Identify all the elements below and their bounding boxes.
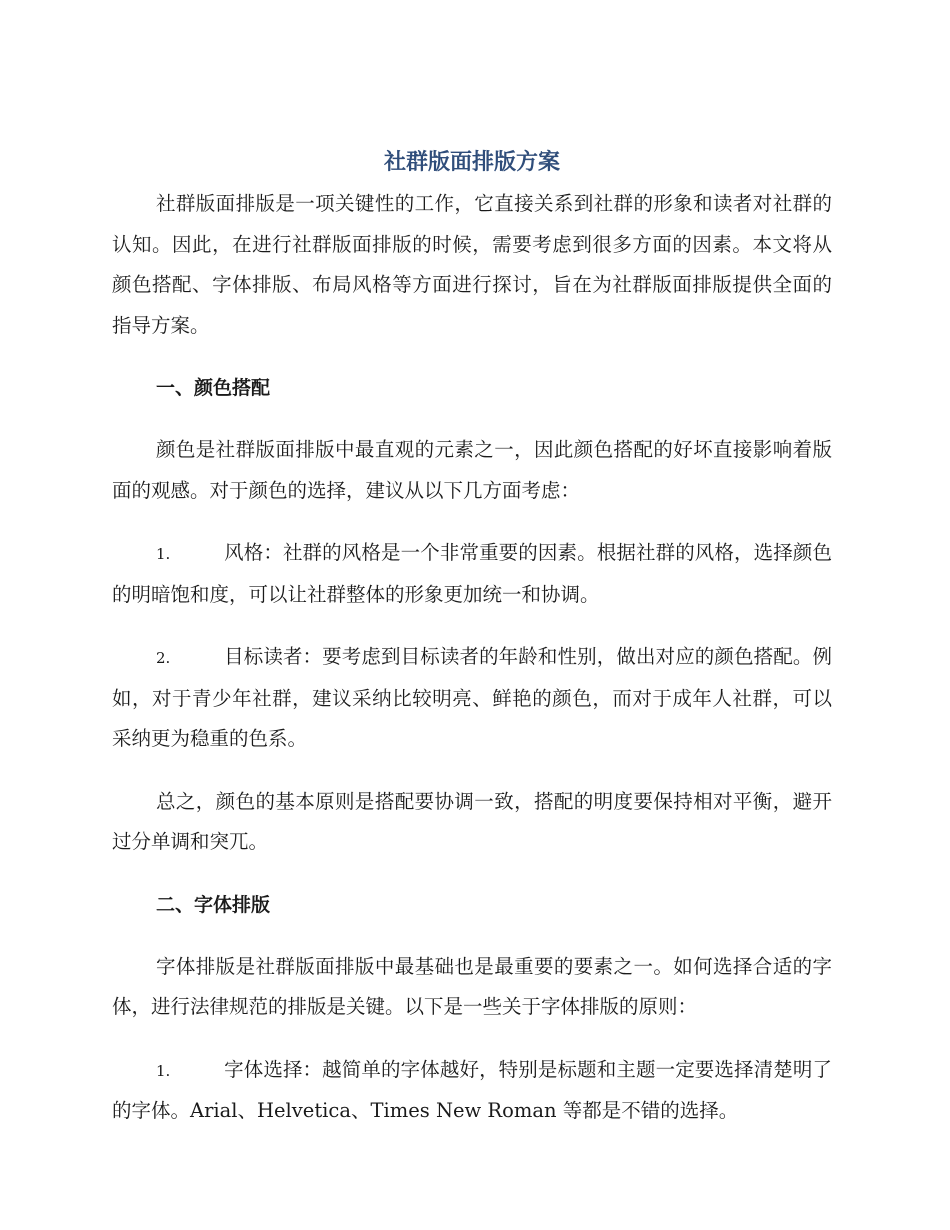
list-item [112, 637, 832, 760]
list-item-text: 字体选择：越简单的字体越好，特别是标题和主题一定要选择清楚明了的字体。Arial、Helvetica、Times New Roman 等都是不错的选择。 [112, 1057, 832, 1122]
section-color-summary: 总之，颜色的基本原则是搭配要协调一致，搭配的明度要保持相对平衡，避开过分单调和突兀。 [112, 789, 832, 853]
section-heading-typography: 二、字体排版 [156, 893, 271, 916]
list-number: 2. [156, 649, 171, 667]
list-item [112, 533, 832, 615]
page-title: 社群版面排版方案 [383, 150, 560, 175]
list-item [112, 1050, 832, 1132]
section-heading-color: 一、颜色搭配 [156, 377, 271, 399]
document-page [112, 142, 832, 1132]
intro-paragraph: 社群版面排版是一项关键性的工作，它直接关系到社群的形象和读者对社群的认知。因此，在进行社群版面排版的时候，需要考虑到很多方面的因素。本文将从颜色搭配、字体排版、布局风格等方面进行探讨，旨在为社群版面排版提供全面的指导方案。 [112, 192, 832, 337]
list-number: 1. [156, 545, 171, 563]
list-item-text: 目标读者：要考虑到目标读者的年龄和性别，做出对应的颜色搭配。例如，对于青少年社群，建议采纳比较明亮、鲜艳的颜色，而对于成年人社群，可以采纳更为稳重的色系。 [112, 645, 832, 750]
section-typography-lead: 字体排版是社群版面排版中最基础也是最重要的要素之一。如何选择合适的字体，进行法律规范的排版是关键。以下是一些关于字体排版的原则： [112, 954, 832, 1018]
section-color-lead: 颜色是社群版面排版中最直观的元素之一，因此颜色搭配的好坏直接影响着版面的观感。对于颜色的选择，建议从以下几方面考虑： [112, 438, 832, 502]
list-item-text: 风格：社群的风格是一个非常重要的因素。根据社群的风格，选择颜色的明暗饱和度，可以让社群整体的形象更加统一和协调。 [112, 541, 832, 606]
list-number: 1. [156, 1061, 171, 1080]
